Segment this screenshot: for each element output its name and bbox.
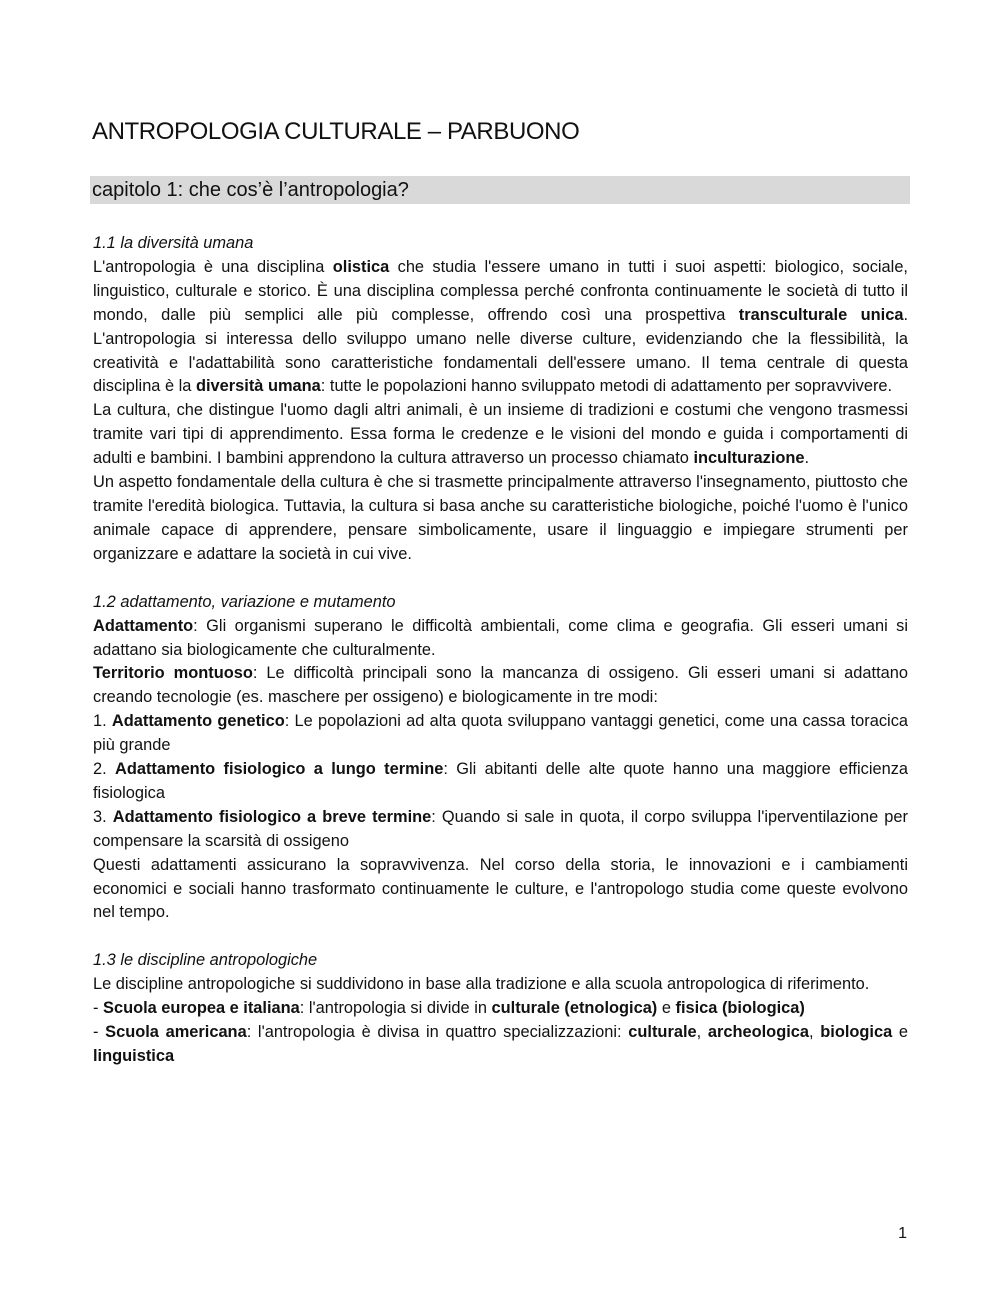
paragraph [93,997,908,1021]
text-run: che studia l'essere umano in tutti i suoi aspetti: biologico, sociale, linguistico, culturale e storico. È una disciplina complessa perché confronta continuamente le società di tutto il mondo, dalle più semplici alle più complesse, offrendo così una prospettiva [93,257,908,324]
bold-term: Territorio montuoso [93,664,253,683]
page-number: 1 [898,1225,907,1242]
text-run: 2. [93,760,115,779]
paragraph [93,256,908,399]
text-run: Le discipline antropologiche si suddividono in base alla tradizione e alla scuola antropologica di riferimento. [93,975,870,994]
document-title: ANTROPOLOGIA CULTURALE – PARBUONO [92,118,580,145]
text-run: : Le popolazioni ad alta quota sviluppano vantaggi genetici, come una cassa toracica più grande [93,712,909,755]
text-run: : Le difficoltà principali sono la mancanza di ossigeno. Gli esseri umani si adattano creando tecnologie (es. maschere per ossigeno) e biologicamente in tre modi: [93,664,908,707]
paragraph [93,758,908,806]
text-run: : l'antropologia è divisa in quattro specializzazioni: [246,1023,629,1042]
text-run: , [809,1023,821,1042]
paragraph [93,973,908,997]
bold-term: culturale (etnologica) [491,999,658,1018]
paragraph [93,1021,908,1069]
paragraph [93,710,908,758]
bold-term: Adattamento genetico [111,712,285,731]
text-run: . L'antropologia si interessa dello sviluppo umano nelle diverse culture, evidenziando che la flessibilità, la creatività e l'adattabilità sono caratteristiche fondamentali dell'essere umano. Il tema centrale di questa disciplina è la [93,305,908,396]
paragraph [93,615,908,663]
document-section [93,591,908,926]
text-run: La cultura, che distingue l'uomo dagli altri animali, è un insieme di tradizioni e costumi che vengono trasmessi tramite vari tipi di apprendimento. Essa forma le credenze e le visioni del mondo e guida i comportamenti di adulti e bambini. I bambini apprendono la cultura attraverso un processo chiamato [93,401,908,468]
section-heading: 1.3 le discipline antropologiche [93,951,318,970]
document-section [93,232,908,567]
bold-term: Adattamento fisiologico a lungo termine [115,760,444,779]
text-run: : Gli abitanti delle alte quote hanno una maggiore efficienza fisiologica [93,760,909,802]
section-heading: 1.2 adattamento, variazione e mutamento [93,592,396,611]
paragraph [93,854,908,926]
bold-term: Scuola americana [105,1023,247,1042]
bold-term: culturale [628,1023,697,1042]
text-run: Un aspetto fondamentale della cultura è che si trasmette principalmente attraverso l'insegnamento, piuttosto che tramite l'eredità biologica. Tuttavia, la cultura si basa anche su caratteristiche biologiche, poiché l'uomo è l'unico animale capace di apprendere, pensare simbolicamente, usare il linguaggio e impiegare strumenti per organizzare e adattare la società in cui vive. [93,473,908,563]
text-run: . [804,449,810,468]
chapter-title: capitolo 1: che cos’è l’antropologia? [92,179,409,201]
bold-term: olistica [332,257,390,276]
paragraph [93,806,908,854]
document-section [93,949,908,1069]
text-run: 3. [93,807,113,826]
text-run: e [657,999,676,1018]
text-run: - [93,999,104,1018]
text-run: : l'antropologia si divide in [299,999,492,1018]
text-run: : Quando si sale in quota, il corpo sviluppa l'iperventilazione per compensare la scarsità di ossigeno [93,807,908,850]
bold-term: Adattamento fisiologico a breve termine [112,807,432,826]
text-run: L'antropologia è una disciplina [93,257,333,276]
document-body [93,232,908,1093]
bold-term: inculturazione [693,449,805,468]
text-run: : tutte le popolazioni hanno sviluppato metodi di adattamento per sopravvivere. [320,377,893,396]
paragraph [93,662,908,710]
bold-term: Adattamento [93,616,194,635]
bold-term: archeologica [707,1023,809,1042]
paragraph [93,399,908,471]
text-run: : Gli organismi superano le difficoltà ambientali, come clima e geografia. Gli esseri umani si adattano sia biologicamente che culturalmente. [93,616,908,659]
bold-term: linguistica [93,1047,175,1065]
bold-term: diversità umana [195,377,321,396]
text-run: Questi adattamenti assicurano la sopravvivenza. Nel corso della storia, le innovazioni e i cambiamenti economici e sociali hanno trasformato continuamente le culture, e l'antropologo studia come queste evolvono nel tempo. [93,855,908,922]
text-run: 1. [93,712,112,731]
bold-term: biologica [820,1023,893,1042]
bold-term: Scuola europea e italiana [103,999,300,1018]
bold-term: transculturale unica [738,305,904,324]
text-run: - [93,1023,106,1042]
paragraph [93,471,908,567]
text-run: e [892,1023,909,1042]
text-run: , [696,1023,708,1042]
section-heading: 1.1 la diversità umana [93,234,254,252]
bold-term: fisica (biologica) [675,999,805,1018]
